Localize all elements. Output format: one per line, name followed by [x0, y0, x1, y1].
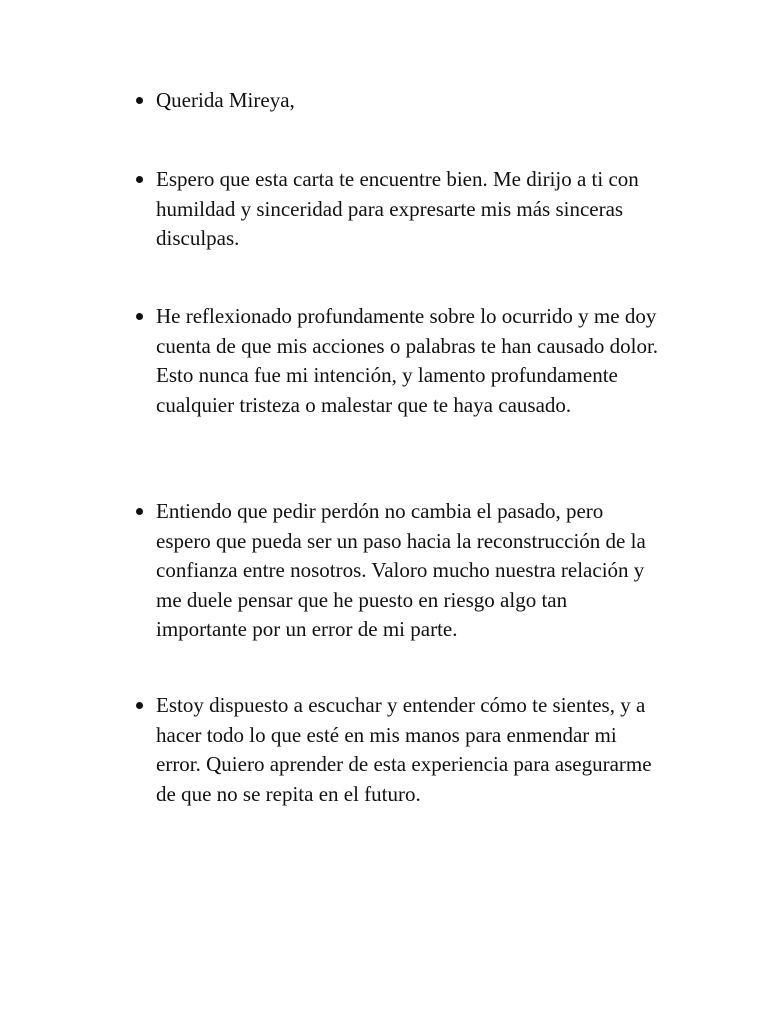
paragraph-text: Querida Mireya, — [156, 88, 295, 112]
list-item — [156, 497, 661, 645]
list-item — [156, 302, 661, 420]
bullet-icon — [136, 176, 143, 183]
bullet-icon — [136, 313, 143, 320]
bullet-icon — [136, 702, 143, 709]
list-item — [156, 691, 661, 809]
list-item-greeting — [156, 86, 661, 116]
paragraph-text: Espero que esta carta te encuentre bien. Me dirijo a ti con humildad y sinceridad para expresarte mis más sinceras disculpas. — [156, 167, 639, 250]
paragraph-text: Entiendo que pedir perdón no cambia el pasado, pero espero que pueda ser un paso hacia la reconstrucción de la confianza entre nosotros. Valoro mucho nuestra relación y me duele pensar que he puesto en riesgo algo tan importante por un error de mi parte. — [156, 499, 646, 641]
bullet-icon — [136, 508, 143, 515]
bullet-icon — [136, 97, 143, 104]
list-item — [156, 165, 661, 254]
paragraph-text: He reflexionado profundamente sobre lo ocurrido y me doy cuenta de que mis acciones o palabras te han causado dolor. Esto nunca fue mi intención, y lamento profundamente cualquier tristeza o malestar que te haya causado. — [156, 304, 659, 417]
paragraph-text: Estoy dispuesto a escuchar y entender cómo te sientes, y a hacer todo lo que esté en mis manos para enmendar mi error. Quiero aprender de esta experiencia para asegurarme de que no se repita en el futuro. — [156, 693, 652, 806]
